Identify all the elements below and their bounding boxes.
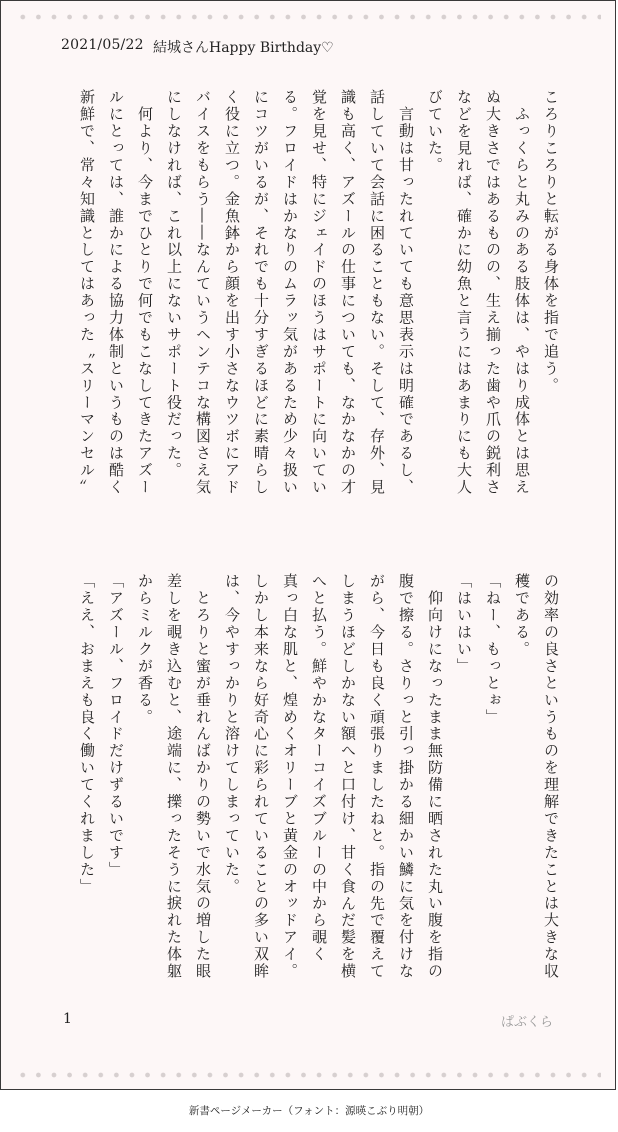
text-column: 「ねー、もっとぉ」 bbox=[484, 573, 502, 726]
text-column: バイスをもらう――なんていうヘンテコな構図さえ気 bbox=[194, 89, 212, 496]
dotted-border-bottom bbox=[15, 1072, 601, 1078]
text-column: へと払う。鮮やかなターコイズブルーの中から覗く bbox=[310, 573, 328, 963]
text-column: からミルクが香る。 bbox=[136, 573, 154, 726]
text-column: にしなければ、これ以上にないサポート役だった。 bbox=[165, 89, 183, 479]
text-column: 腹で擦る。さりっと引っ掛かる細かい鱗に気を付けな bbox=[397, 573, 415, 980]
text-column: とろりと蜜が垂れんばかりの勢いで水気の増した眼 bbox=[194, 573, 212, 980]
text-column: 差しを覗き込むと、途端に、擽ったそうに捩れた体躯 bbox=[165, 573, 183, 980]
text-column: がら、今日も良く頑張りましたねと。指の先で覆えて bbox=[368, 573, 386, 980]
header-title: 結城さんHappy Birthday♡ bbox=[153, 40, 334, 56]
text-column: しかし本来なら好奇心に彩られていることの多い双眸 bbox=[252, 573, 270, 980]
text-column: ふっくらと丸みのある肢体は、やはり成体とは思え bbox=[513, 89, 531, 496]
text-column: る。フロイドはかなりのムラッ気があるため少々扱い bbox=[281, 89, 299, 496]
text-column: にコツがいるが、それでも十分すぎるほどに素晴らし bbox=[252, 89, 270, 496]
text-column: 真っ白な肌と、煌めくオリーブと黄金のオッドアイ。 bbox=[281, 573, 299, 980]
text-column: の効率の良さというものを理解できたことは大きな収 bbox=[542, 573, 560, 980]
text-column: 仰向けになったまま無防備に晒された丸い腹を指の bbox=[426, 573, 444, 980]
text-column: 新鮮で、常々知識としてはあった〝スリーマンセル〟 bbox=[78, 89, 96, 496]
text-column: ぬ大きさではあるものの、生え揃った歯や爪の鋭利さ bbox=[484, 89, 502, 496]
page-number: 1 bbox=[63, 1011, 72, 1027]
dotted-border-top bbox=[15, 14, 601, 20]
text-column: 話していて会話に困ることもない。そして、存外、見 bbox=[368, 89, 386, 496]
text-column: く役に立つ。金魚鉢から顔を出す小さなウツボにアド bbox=[223, 89, 241, 496]
text-column: 識も高く、アズールの仕事についても、なかなかの才 bbox=[339, 89, 357, 496]
text-column: 「はいはい」 bbox=[455, 573, 473, 675]
text-column: 覚を見せ、特にジェイドのほうはサポートに向いてい bbox=[310, 89, 328, 496]
text-column: 穫である。 bbox=[513, 573, 531, 658]
generator-caption: 新書ページメーカー（フォント：源暎こぶり明朝） bbox=[188, 1105, 430, 1117]
author-name: ぱぶくら bbox=[500, 1015, 553, 1030]
text-column: びていた。 bbox=[426, 89, 444, 174]
text-column: 言動は甘ったれていても意思表示は明確であるし、 bbox=[397, 89, 415, 496]
header-date: 2021/05/22 bbox=[61, 37, 144, 53]
text-column: 「ええ、おまえも良く働いてくれました」 bbox=[78, 573, 96, 896]
text-column: しまうほどしかない額へと口付け、甘く食んだ髪を横 bbox=[339, 573, 357, 980]
text-column: 「アズール、フロイドだけずるいです」 bbox=[107, 573, 125, 879]
text-column: 何より、今までひとりで何でもこなしてきたアズー bbox=[136, 89, 154, 496]
text-column: ころりころりと転がる身体を指で追う。 bbox=[542, 89, 560, 395]
text-column: は、今やすっかりと溶けてしまっていた。 bbox=[223, 573, 241, 896]
text-column: などを見れば、確かに幼魚と言うにはあまりにも大人 bbox=[455, 89, 473, 496]
text-column: ルにとっては、誰かによる協力体制というものは酷く bbox=[107, 89, 125, 496]
